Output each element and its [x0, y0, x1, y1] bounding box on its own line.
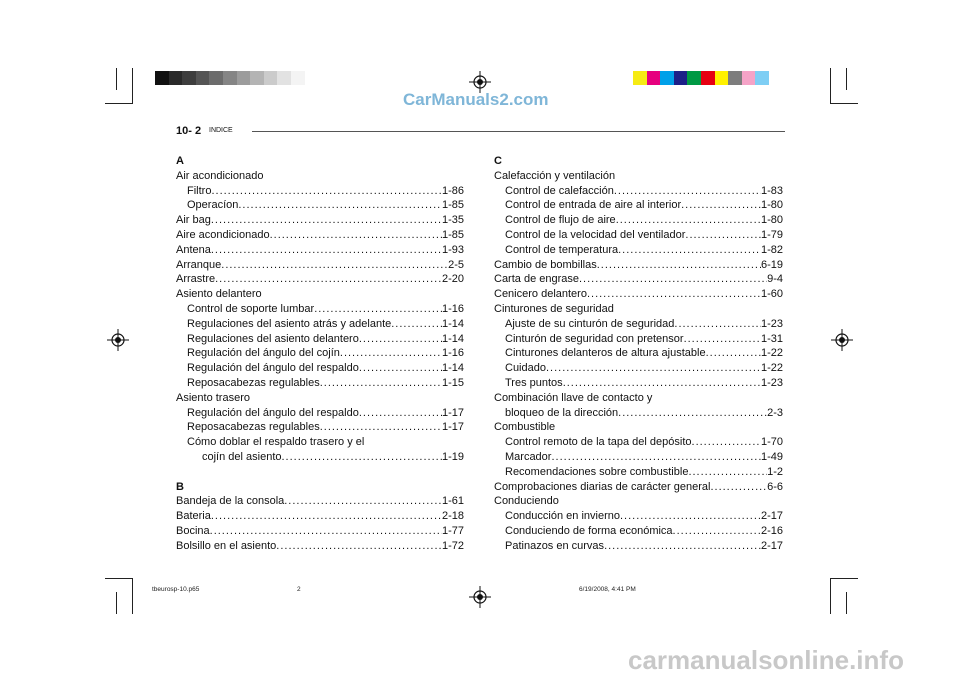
- entry-text: Cuidado: [505, 362, 546, 375]
- entry-page: 1-86: [441, 184, 464, 197]
- entry-text: Ajuste de su cinturón de seguridad: [505, 317, 675, 330]
- entry-page: 2-18: [441, 510, 464, 523]
- index-heading: Cinturones de seguridad: [494, 302, 614, 315]
- entry-page: 1-85: [441, 199, 464, 212]
- index-entry: [494, 213, 783, 228]
- entry-page: 1-77: [441, 524, 464, 537]
- dot-leader: [359, 332, 442, 347]
- index-column-right: [494, 154, 783, 554]
- index-entry: [176, 524, 464, 539]
- dot-leader: [587, 287, 761, 302]
- calibration-swatch: [155, 71, 169, 85]
- entry-page: 1-22: [760, 347, 783, 360]
- entry-text: Bocina: [176, 524, 210, 537]
- entry-text: Cambio de bombillas: [494, 258, 597, 271]
- index-entry: [494, 272, 783, 287]
- entry-page: 1-70: [760, 436, 783, 449]
- calibration-swatch: [223, 71, 237, 85]
- crop-mark: [830, 103, 858, 104]
- index-entry: [176, 184, 464, 199]
- dot-leader: [270, 228, 442, 243]
- calibration-swatch: [182, 71, 196, 85]
- entry-text: Conduciendo de forma económica: [505, 524, 673, 537]
- index-entry: [176, 509, 464, 524]
- index-entry: [494, 332, 783, 347]
- index-entry: [176, 317, 464, 332]
- grayscale-calibration-bar: [155, 71, 305, 85]
- index-entry: [494, 228, 783, 243]
- registration-mark-icon: [469, 586, 491, 608]
- index-entry: [176, 420, 464, 435]
- color-calibration-bar: [633, 71, 769, 85]
- entry-page: 1-60: [760, 288, 783, 301]
- entry-text: Tres puntos: [505, 376, 563, 389]
- calibration-swatch: [660, 71, 674, 85]
- calibration-swatch: [264, 71, 278, 85]
- index-entry: [176, 361, 464, 376]
- entry-page: 1-82: [760, 243, 783, 256]
- dot-leader: [238, 198, 442, 213]
- dot-leader: [320, 420, 442, 435]
- entry-page: 1-83: [760, 184, 783, 197]
- entry-page: 9-4: [767, 273, 783, 286]
- dot-leader: [340, 346, 442, 361]
- entry-page: 1-17: [441, 421, 464, 434]
- index-letter: C: [494, 155, 502, 167]
- calibration-swatch: [277, 71, 291, 85]
- watermark-bottom[interactable]: carmanualsonline.info: [628, 645, 904, 675]
- index-entry: [176, 243, 464, 258]
- entry-text: Control de la velocidad del ventilador: [505, 228, 686, 241]
- entry-page: 1-85: [441, 228, 464, 241]
- index-entry: [176, 376, 464, 391]
- dot-leader: [616, 213, 761, 228]
- entry-text: Aire acondicionado: [176, 228, 270, 241]
- header-rule: [252, 131, 785, 132]
- entry-text: Cinturones delanteros de altura ajustable: [505, 347, 706, 360]
- entry-page: 1-80: [760, 214, 783, 227]
- index-entry: [176, 406, 464, 421]
- entry-page: 1-61: [441, 495, 464, 508]
- footer-page: 2: [297, 586, 301, 593]
- entry-text: Control de temperatura: [505, 243, 619, 256]
- entry-page: 1-79: [760, 228, 783, 241]
- entry-page: 1-19: [441, 450, 464, 463]
- dot-leader: [546, 361, 761, 376]
- crop-mark: [105, 578, 133, 579]
- dot-leader: [210, 524, 442, 539]
- calibration-swatch: [209, 71, 223, 85]
- entry-text: Conducción en invierno: [505, 510, 620, 523]
- entry-text: Operacíon: [187, 199, 239, 212]
- entry-page: 1-22: [760, 362, 783, 375]
- index-letter: A: [176, 155, 184, 167]
- dot-leader: [706, 346, 761, 361]
- index-entry: [494, 450, 783, 465]
- watermark-top[interactable]: CarManuals2.com: [403, 90, 549, 109]
- entry-page: 6-19: [760, 258, 783, 271]
- crop-mark: [105, 103, 133, 104]
- index-entry: [494, 524, 783, 539]
- index-letter: B: [176, 480, 184, 493]
- crop-mark: [132, 578, 133, 614]
- dot-leader: [391, 317, 442, 332]
- entry-text: Air bag: [176, 214, 211, 227]
- entry-text: Arranque: [176, 258, 222, 271]
- dot-leader: [579, 272, 767, 287]
- index-entry: [494, 287, 783, 302]
- entry-page: 2-16: [760, 524, 783, 537]
- crop-mark: [116, 592, 117, 614]
- entry-page: 1-15: [441, 376, 464, 389]
- entry-text: Reposacabezas regulables: [187, 421, 320, 434]
- entry-page: 2-17: [760, 539, 783, 552]
- calibration-swatch: [728, 71, 742, 85]
- dot-leader: [276, 539, 442, 554]
- calibration-swatch: [755, 71, 769, 85]
- index-entry: [494, 406, 783, 421]
- dot-leader: [215, 272, 442, 287]
- entry-text: Comprobaciones diarias de carácter general: [494, 480, 711, 493]
- calibration-swatch: [701, 71, 715, 85]
- entry-text: Filtro: [187, 184, 212, 197]
- index-entry: [176, 450, 464, 465]
- crop-mark: [846, 68, 847, 90]
- entry-page: 2-5: [448, 258, 464, 271]
- index-heading: Asiento delantero: [176, 288, 262, 301]
- calibration-swatch: [687, 71, 701, 85]
- entry-page: 1-23: [760, 317, 783, 330]
- entry-text: bloqueo de la dirección: [505, 406, 619, 419]
- entry-page: 1-14: [441, 332, 464, 345]
- entry-text: Cinturón de seguridad con pretensor: [505, 332, 684, 345]
- index-entry: [494, 243, 783, 258]
- dot-leader: [211, 213, 442, 228]
- calibration-swatch: [291, 71, 305, 85]
- calibration-swatch: [169, 71, 183, 85]
- section-title: INDICE: [209, 127, 233, 134]
- entry-text: Antena: [176, 243, 211, 256]
- index-entry: [494, 346, 783, 361]
- index-heading: Cómo doblar el respaldo trasero y el: [187, 436, 365, 449]
- dot-leader: [221, 258, 448, 273]
- calibration-swatch: [647, 71, 661, 85]
- index-entry: [494, 435, 783, 450]
- entry-text: Regulación del ángulo del respaldo: [187, 362, 359, 375]
- entry-page: 1-31: [760, 332, 783, 345]
- footer-filename: tbeurosp-10.p65: [152, 586, 200, 593]
- registration-mark-icon: [107, 329, 129, 351]
- entry-page: 1-17: [441, 406, 464, 419]
- entry-text: Control de entrada de aire al interior: [505, 199, 682, 212]
- entry-text: Control remoto de la tapa del depósito: [505, 436, 692, 449]
- index-entry: [494, 184, 783, 199]
- index-entry: [176, 494, 464, 509]
- crop-mark: [830, 578, 858, 579]
- entry-text: Bandeja de la consola: [176, 495, 285, 508]
- calibration-swatch: [742, 71, 756, 85]
- index-entry: [176, 213, 464, 228]
- dot-leader: [359, 406, 442, 421]
- crop-mark: [830, 68, 831, 104]
- index-entry: [494, 465, 783, 480]
- dot-leader: [688, 465, 767, 480]
- entry-text: Regulaciones del asiento atrás y adelante: [187, 317, 392, 330]
- crop-mark: [116, 68, 117, 90]
- entry-text: Patinazos en curvas: [505, 539, 605, 552]
- entry-page: 1-93: [441, 243, 464, 256]
- entry-page: 1-14: [441, 362, 464, 375]
- entry-text: Cenicero delantero: [494, 288, 587, 301]
- dot-leader: [710, 480, 767, 495]
- calibration-swatch: [674, 71, 688, 85]
- entry-text: Carta de engrase: [494, 273, 579, 286]
- index-entry: [176, 272, 464, 287]
- dot-leader: [692, 435, 761, 450]
- entry-page: 1-23: [760, 376, 783, 389]
- index-entry: [176, 198, 464, 213]
- calibration-swatch: [237, 71, 251, 85]
- index-heading: Asiento trasero: [176, 391, 250, 404]
- index-entry: [176, 332, 464, 347]
- entry-text: Bateria: [176, 510, 211, 523]
- entry-page: 1-16: [441, 347, 464, 360]
- index-entry: [494, 198, 783, 213]
- entry-text: Control de flujo de aire: [505, 214, 616, 227]
- page-number: 10- 2: [176, 125, 202, 137]
- index-entry: [176, 302, 464, 317]
- index-heading: Combinación llave de contacto y: [494, 391, 653, 404]
- dot-leader: [604, 539, 761, 554]
- dot-leader: [551, 450, 761, 465]
- dot-leader: [282, 450, 442, 465]
- entry-page: 1-14: [441, 317, 464, 330]
- spacer: [176, 465, 464, 480]
- footer-date: 6/19/2008, 4:41 PM: [579, 586, 636, 593]
- index-entry: [494, 509, 783, 524]
- entry-text: Control de soporte lumbar: [187, 302, 315, 315]
- dot-leader: [620, 509, 761, 524]
- calibration-swatch: [196, 71, 210, 85]
- index-entry: [176, 539, 464, 554]
- index-entry: [494, 539, 783, 554]
- entry-page: 6-6: [767, 480, 783, 493]
- dot-leader: [681, 198, 761, 213]
- index-entry: [176, 228, 464, 243]
- dot-leader: [211, 184, 442, 199]
- dot-leader: [618, 406, 767, 421]
- entry-page: 1-35: [441, 214, 464, 227]
- crop-mark: [132, 68, 133, 104]
- entry-text: Regulaciones del asiento delantero: [187, 332, 359, 345]
- index-entry: [494, 258, 783, 273]
- dot-leader: [684, 332, 761, 347]
- index-entry: [494, 480, 783, 495]
- entry-text: Recomendaciones sobre combustible: [505, 465, 689, 478]
- registration-mark-icon: [831, 329, 853, 351]
- entry-page: 2-20: [441, 273, 464, 286]
- entry-text: Regulación del ángulo del cojín: [187, 347, 340, 360]
- dot-leader: [563, 376, 761, 391]
- entry-text: Control de calefacción: [505, 184, 614, 197]
- entry-page: 1-2: [767, 465, 783, 478]
- dot-leader: [211, 243, 442, 258]
- index-column-left: [176, 154, 464, 554]
- dot-leader: [618, 243, 761, 258]
- dot-leader: [614, 184, 761, 199]
- entry-page: 2-17: [760, 510, 783, 523]
- crop-mark: [846, 592, 847, 614]
- index-heading: Combustible: [494, 421, 556, 434]
- dot-leader: [685, 228, 761, 243]
- calibration-swatch: [250, 71, 264, 85]
- entry-page: 1-16: [441, 302, 464, 315]
- calibration-swatch: [715, 71, 729, 85]
- index-entry: [494, 361, 783, 376]
- dot-leader: [284, 494, 442, 509]
- index-heading: Air acondicionado: [176, 169, 264, 182]
- entry-page: 1-80: [760, 199, 783, 212]
- entry-page: 1-72: [441, 539, 464, 552]
- index-heading: Conduciendo: [494, 495, 559, 508]
- index-entry: [176, 258, 464, 273]
- entry-page: 2-3: [767, 406, 783, 419]
- dot-leader: [674, 317, 761, 332]
- entry-page: 1-49: [760, 450, 783, 463]
- entry-text: cojín del asiento: [202, 450, 282, 463]
- index-entry: [176, 346, 464, 361]
- entry-text: Regulación del ángulo del respaldo: [187, 406, 359, 419]
- dot-leader: [211, 509, 442, 524]
- entry-text: Arrastre: [176, 273, 216, 286]
- index-entry: [494, 376, 783, 391]
- index-entry: [494, 317, 783, 332]
- dot-leader: [597, 258, 761, 273]
- dot-leader: [314, 302, 442, 317]
- dot-leader: [359, 361, 442, 376]
- calibration-swatch: [633, 71, 647, 85]
- crop-mark: [830, 578, 831, 614]
- entry-text: Bolsillo en el asiento: [176, 539, 277, 552]
- dot-leader: [320, 376, 442, 391]
- entry-text: Reposacabezas regulables: [187, 376, 320, 389]
- dot-leader: [673, 524, 761, 539]
- index-heading: Calefacción y ventilación: [494, 169, 616, 182]
- entry-text: Marcador: [505, 450, 552, 463]
